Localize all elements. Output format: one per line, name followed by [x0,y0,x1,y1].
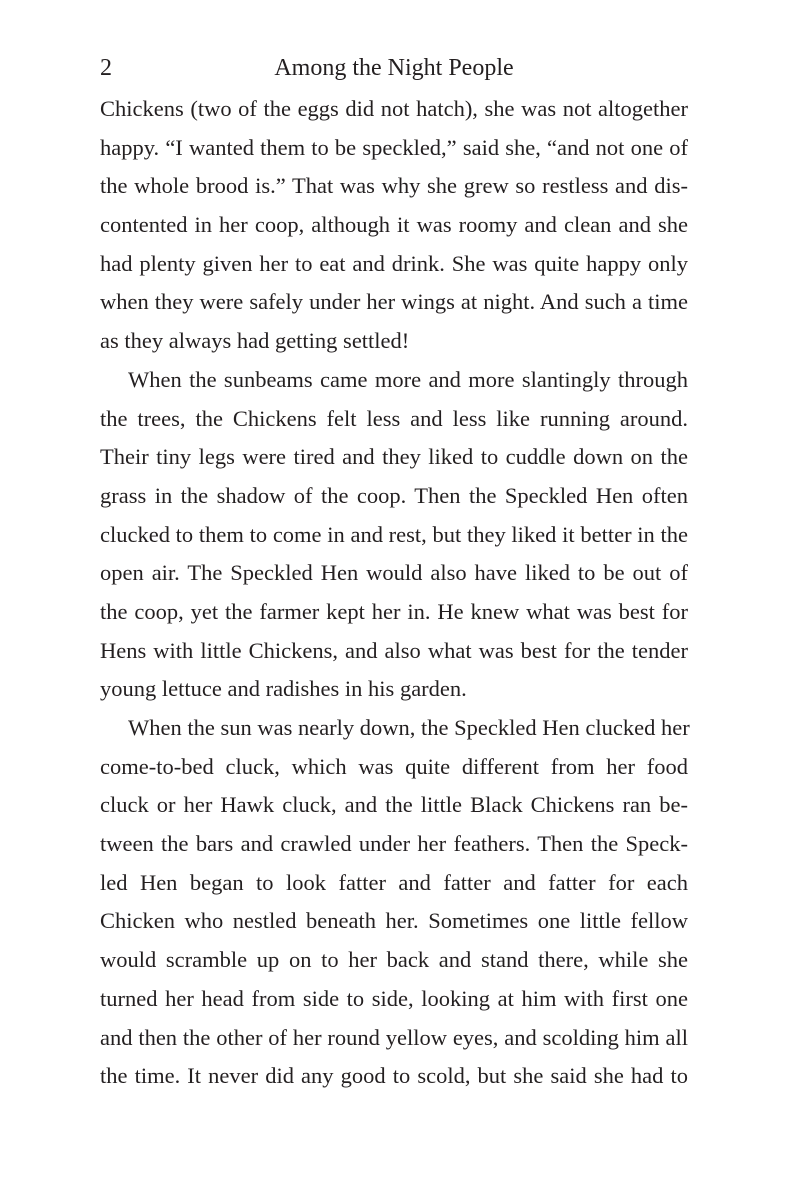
text-line: contented in her coop, although it was roomy and clean and she [100,212,688,238]
text-line: come-to-bed cluck, which was quite different from her food [100,753,688,779]
text-line: open air. The Speckled Hen would also have liked to be out of [100,560,688,586]
text-line: the trees, the Chickens felt less and less like running around. [100,405,688,431]
paragraph [100,361,688,709]
page-number: 2 [100,55,112,81]
running-head [100,50,688,90]
text-line: led Hen began to look fatter and fatter and fatter for each [100,869,688,895]
text-line: would scramble up on to her back and stand there, while she [100,947,688,973]
body-text [100,90,688,1096]
paragraph [100,709,688,1096]
book-page [100,50,688,1096]
text-line: and then the other of her round yellow eyes, and scolding him all [100,1024,688,1050]
text-line: the coop, yet the farmer kept her in. He knew what was best for [100,598,688,624]
text-line: cluck or her Hawk cluck, and the little Black Chickens ran be- [100,792,688,818]
text-line: happy. “I wanted them to be speckled,” said she, “and not one of [100,134,688,160]
text-line: Their tiny legs were tired and they liked to cuddle down on the [100,444,688,470]
text-line: when they were safely under her wings at night. And such a time [100,289,688,315]
text-line: the whole brood is.” That was why she grew so restless and dis- [100,173,688,199]
text-line: as they always had getting settled! [100,328,410,354]
text-line: young lettuce and radishes in his garden. [100,676,467,702]
text-line: Hens with little Chickens, and also what was best for the tender [100,637,688,663]
text-line: turned her head from side to side, looking at him with first one [100,985,688,1011]
text-line: the time. It never did any good to scold, but she said she had to [100,1063,688,1089]
text-line: Chickens (two of the eggs did not hatch), she was not altogether [100,96,688,121]
text-line: When the sun was nearly down, the Speckled Hen clucked her [128,715,690,740]
text-line: had plenty given her to eat and drink. She was quite happy only [100,250,688,276]
text-line: clucked to them to come in and rest, but they liked it better in the [100,521,688,547]
running-title: Among the Night People [274,55,514,81]
text-line: grass in the shadow of the coop. Then the Speckled Hen often [100,482,688,508]
paragraph [100,90,688,361]
text-line: tween the bars and crawled under her feathers. Then the Speck- [100,831,688,857]
text-line: Chicken who nestled beneath her. Sometimes one little fellow [100,908,688,934]
text-line: When the sunbeams came more and more slantingly through [128,366,688,392]
